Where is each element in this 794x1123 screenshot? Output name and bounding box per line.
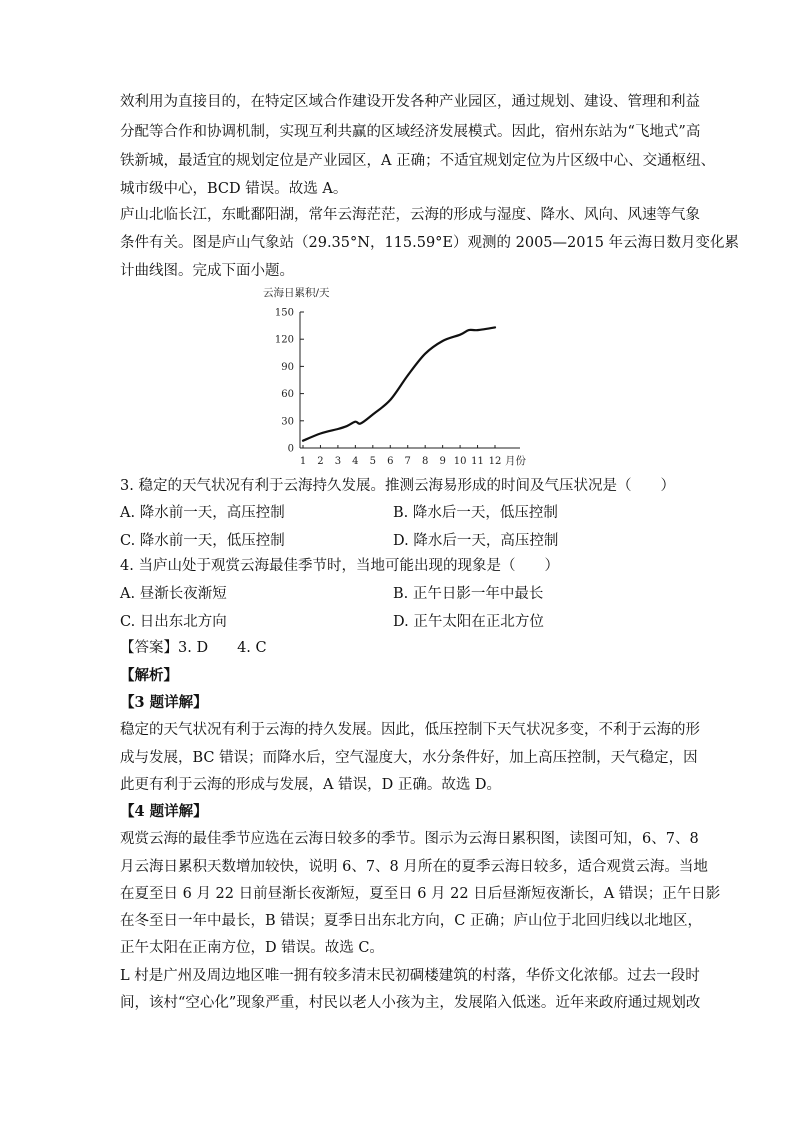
y-tick-label: 0 <box>287 443 294 455</box>
answer-line: 【答案】3. D 4. C <box>120 640 267 656</box>
text-line: 条件有关。图是庐山气象站（29.35°N，115.59°E）观测的 2005—2015 年云海日数月变化累 <box>120 235 740 251</box>
y-tick-label: 150 <box>274 307 294 319</box>
text-line: 间，该村“空心化”现象严重，村民以老人小孩为主，发展陷入低迷。近年来政府通过规划改 <box>120 995 701 1011</box>
text-line: 在夏至日 6 月 22 日前昼渐长夜渐短，夏至日 6 月 22 日后昼渐短夜渐长，A 错误；正午日影 <box>120 886 721 902</box>
question-4-stem: 4. 当庐山处于观赏云海最佳季节时，当地可能出现的现象是（ ） <box>120 558 559 574</box>
q4-option-a: A. 昼渐长夜渐短 <box>120 586 227 602</box>
x-tick-label: 9 <box>439 456 446 467</box>
detail-4-heading: 【4 题详解】 <box>120 803 208 820</box>
x-tick-label: 10 <box>453 456 467 467</box>
text-line: 铁新城，最适宜的规划定位是产业园区，A 正确；不适宜规划定位为片区级中心、交通枢纽、 <box>120 153 716 169</box>
x-axis-label: 月份 <box>505 455 526 467</box>
x-tick-label: 2 <box>317 456 324 467</box>
x-tick-label: 7 <box>404 456 411 467</box>
q4-option-d: D. 正午太阳在正北方位 <box>393 614 544 630</box>
x-tick-label: 3 <box>334 456 342 467</box>
series-line <box>303 327 495 440</box>
question-3-stem: 3. 稳定的天气状况有利于云海持久发展。推测云海易形成的时间及气压状况是（ ） <box>120 478 675 494</box>
q3-option-a: A. 降水前一天，高压控制 <box>120 505 285 521</box>
y-axis-label: 云海日累积/天 <box>263 287 330 299</box>
analysis-heading: 【解析】 <box>120 667 178 684</box>
q3-option-c: C. 降水前一天，低压控制 <box>120 533 285 549</box>
text-line: 观赏云海的最佳季节应选在云海日较多的季节。图示为云海日累积图，读图可知，6、7、8 <box>120 831 699 847</box>
text-line: 城市级中心，BCD 错误。故选 A。 <box>120 181 348 197</box>
x-tick-label: 6 <box>387 456 394 467</box>
text-line: 正午太阳在正南方位，D 错误。故选 C。 <box>120 940 384 956</box>
y-tick-label: 120 <box>274 334 294 346</box>
text-line: 庐山北临长江，东毗鄱阳湖，常年云海茫茫，云海的形成与湿度、降水、风向、风速等气象 <box>120 207 700 223</box>
text-line: 效利用为直接目的，在特定区域合作建设开发各种产业园区，通过规划、建设、管理和利益 <box>120 94 700 110</box>
text-line: 月云海日累积天数增加较快，说明 6、7、8 月所在的夏季云海日较多，适合观赏云海。当地 <box>120 859 708 875</box>
detail-3-heading: 【3 题详解】 <box>120 694 208 711</box>
q4-option-b: B. 正午日影一年中最长 <box>393 586 544 602</box>
text-line: 此更有利于云海的形成与发展，A 错误，D 正确。故选 D。 <box>120 777 502 793</box>
text-line: 在冬至日一年中最长，B 错误；夏季日出东北方向，C 正确；庐山位于北回归线以北地区， <box>120 913 702 929</box>
text-line: 成与发展，BC 错误；而降水后，空气湿度大，水分条件好，加上高压控制，天气稳定，因 <box>120 750 698 766</box>
q3-option-d: D. 降水后一天，高压控制 <box>393 533 559 549</box>
text-line: 计曲线图。完成下面小题。 <box>120 263 294 279</box>
x-tick-label: 1 <box>299 456 307 467</box>
x-tick-label: 4 <box>352 456 359 467</box>
q4-option-c: C. 日出东北方向 <box>120 614 227 630</box>
x-tick-label: 12 <box>488 456 502 467</box>
x-tick-label: 11 <box>471 456 484 467</box>
cloud-sea-chart <box>255 282 545 474</box>
text-line: L 村是广州及周边地区唯一拥有较多清末民初碉楼建筑的村落，华侨文化浓郁。过去一段时 <box>120 968 700 984</box>
y-tick-label: 90 <box>281 361 294 373</box>
x-tick-label: 5 <box>369 456 377 467</box>
y-tick-label: 60 <box>281 389 294 401</box>
text-line: 分配等合作和协调机制，实现互利共赢的区域经济发展模式。因此，宿州东站为“飞地式”高 <box>120 124 701 140</box>
q3-option-b: B. 降水后一天，低压控制 <box>393 505 558 521</box>
text-line: 稳定的天气状况有利于云海的持久发展。因此，低压控制下天气状况多变，不利于云海的形 <box>120 722 700 738</box>
x-tick-label: 8 <box>421 456 429 467</box>
y-tick-label: 30 <box>281 416 294 428</box>
